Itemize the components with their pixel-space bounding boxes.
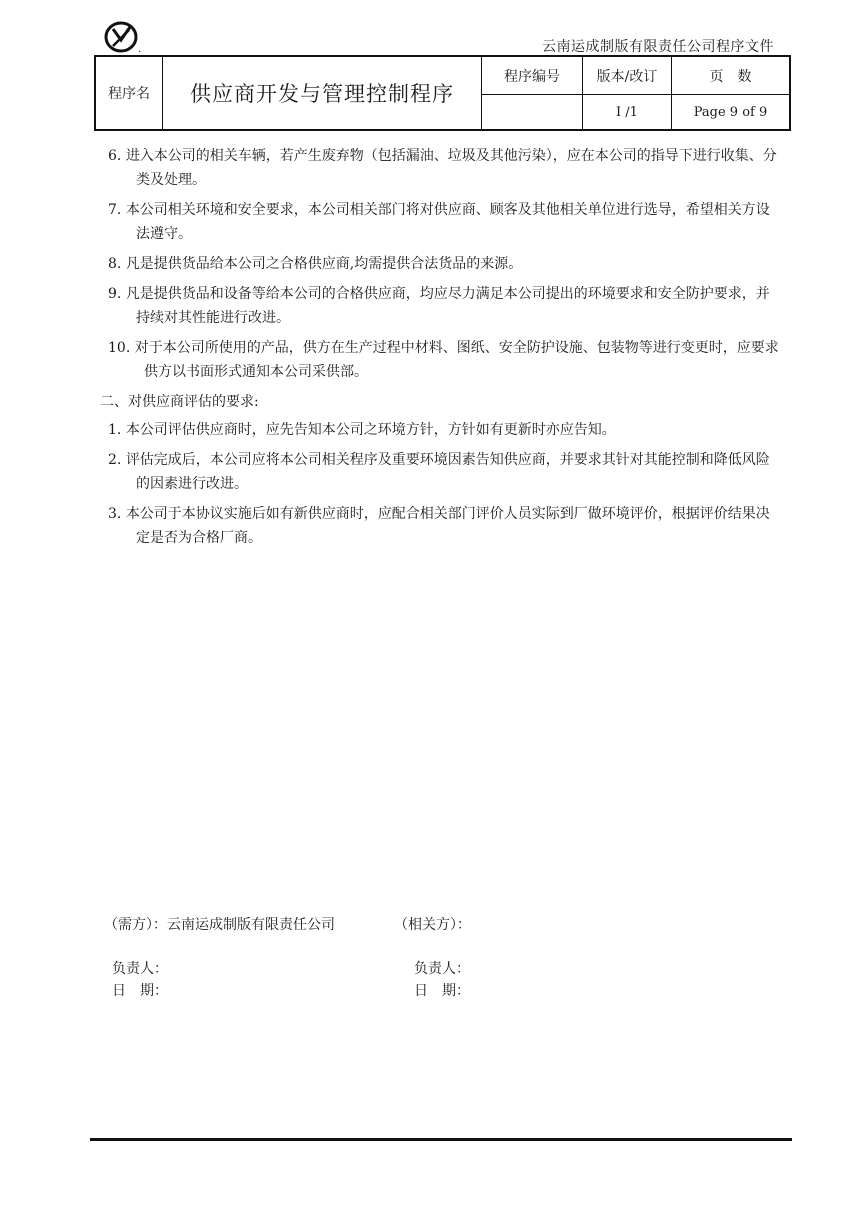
footer-divider: [90, 1138, 792, 1141]
section-heading: 二、对供应商评估的要求:: [100, 394, 259, 410]
list-item: 2. 评估完成后，本公司应将本公司相关程序及重要环境因素告知供应商，并要求其针对其能控制和降低风险的因素进行改进。: [108, 452, 770, 492]
page-value: Page 9 of 9: [672, 95, 791, 131]
list-item: 8. 凡是提供货品给本公司之合格供应商,均需提供合法货品的来源。: [108, 256, 523, 272]
document-body: [100, 144, 780, 556]
version-label: 版本/改订: [583, 56, 672, 95]
page-label: 页 数: [672, 56, 791, 95]
list-item: 10. 对于本公司所使用的产品，供方在生产过程中材料、图纸、安全防护设施、包装物等进行变更时，应要求供方以书面形式通知本公司采供部。: [108, 340, 779, 380]
program-no-label: 程序编号: [482, 56, 583, 95]
demand-party: （需方）：云南运成制版有限责任公司: [104, 917, 335, 933]
company-doc-title: 云南运成制版有限责任公司程序文件: [542, 39, 774, 55]
program-title: 供应商开发与管理控制程序: [163, 56, 482, 130]
list-item: 3. 本公司于本协议实施后如有新供应商时，应配合相关部门评价人员实际到厂做环境评价，根据评价结果决定是否为合格厂商。: [108, 506, 770, 546]
company-logo-icon: [103, 20, 142, 55]
list-item: 1. 本公司评估供应商时，应先告知本公司之环境方针，方针如有更新时亦应告知。: [108, 422, 616, 438]
logo-mark: .: [138, 44, 142, 55]
document-header-table: [94, 55, 791, 131]
list-item: 6. 进入本公司的相关车辆，若产生废弃物（包括漏油、垃圾及其他污染），应在本公司的指导下进行收集、分类及处理。: [108, 148, 777, 188]
related-party: （相关方）：: [394, 917, 471, 933]
program-name-label: 程序名: [95, 56, 163, 130]
date-left: 日 期：: [112, 983, 168, 999]
responsible-right: 负责人：: [414, 961, 470, 977]
version-value: I /1: [583, 95, 672, 131]
program-no-value: [482, 95, 583, 131]
list-item: 7. 本公司相关环境和安全要求，本公司相关部门将对供应商、顾客及其他相关单位进行选导，希望相关方设法遵守。: [108, 202, 770, 242]
responsible-left: 负责人：: [112, 961, 168, 977]
date-right: 日 期：: [414, 983, 470, 999]
list-item: 9. 凡是提供货品和设备等给本公司的合格供应商，均应尽力满足本公司提出的环境要求和安全防护要求，并持续对其性能进行改进。: [108, 286, 770, 326]
